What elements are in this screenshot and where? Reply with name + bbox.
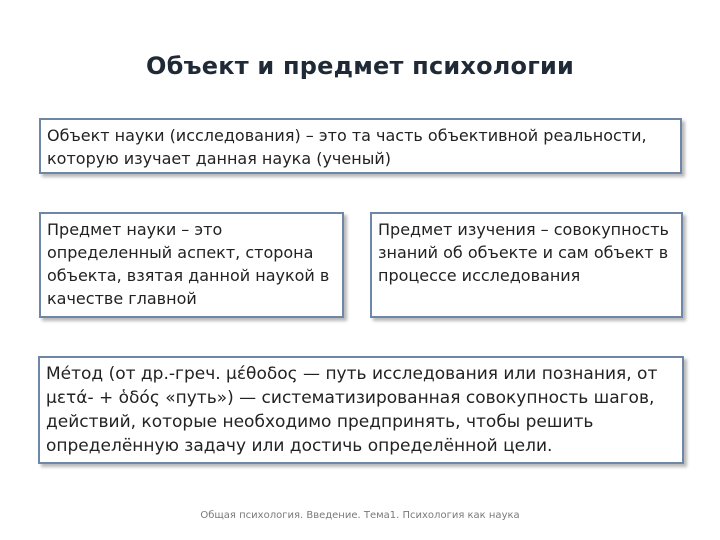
subject-of-science-text: Предмет науки – это определенный аспект, сторона объекта, взятая данной наукой в качестве главной (47, 220, 330, 308)
subject-of-science-box (39, 212, 344, 318)
method-definition-text: Ме́тод (от др.-греч. μέθοδος — путь исследования или познания, от μετά- + ὁδός «путь») — систематизированная совокупность шагов, действий, которые необходимо предпринять, чтобы решить определённую задачу или достичь определённой цели. (46, 364, 658, 456)
slide-footer: Общая психология. Введение. Тема1. Психология как наука (200, 510, 520, 521)
object-of-science-box (39, 118, 682, 174)
object-of-science-text: Объект науки (исследования) – это та часть объективной реальности, которую изучает данная наука (ученый) (47, 126, 647, 168)
slide-title: Объект и предмет психологии (145, 52, 574, 80)
method-definition-box (38, 356, 684, 464)
subject-of-study-box (370, 212, 683, 318)
subject-of-study-text: Предмет изучения – совокупность знаний об объекте и сам объект в процессе исследования (378, 220, 669, 285)
